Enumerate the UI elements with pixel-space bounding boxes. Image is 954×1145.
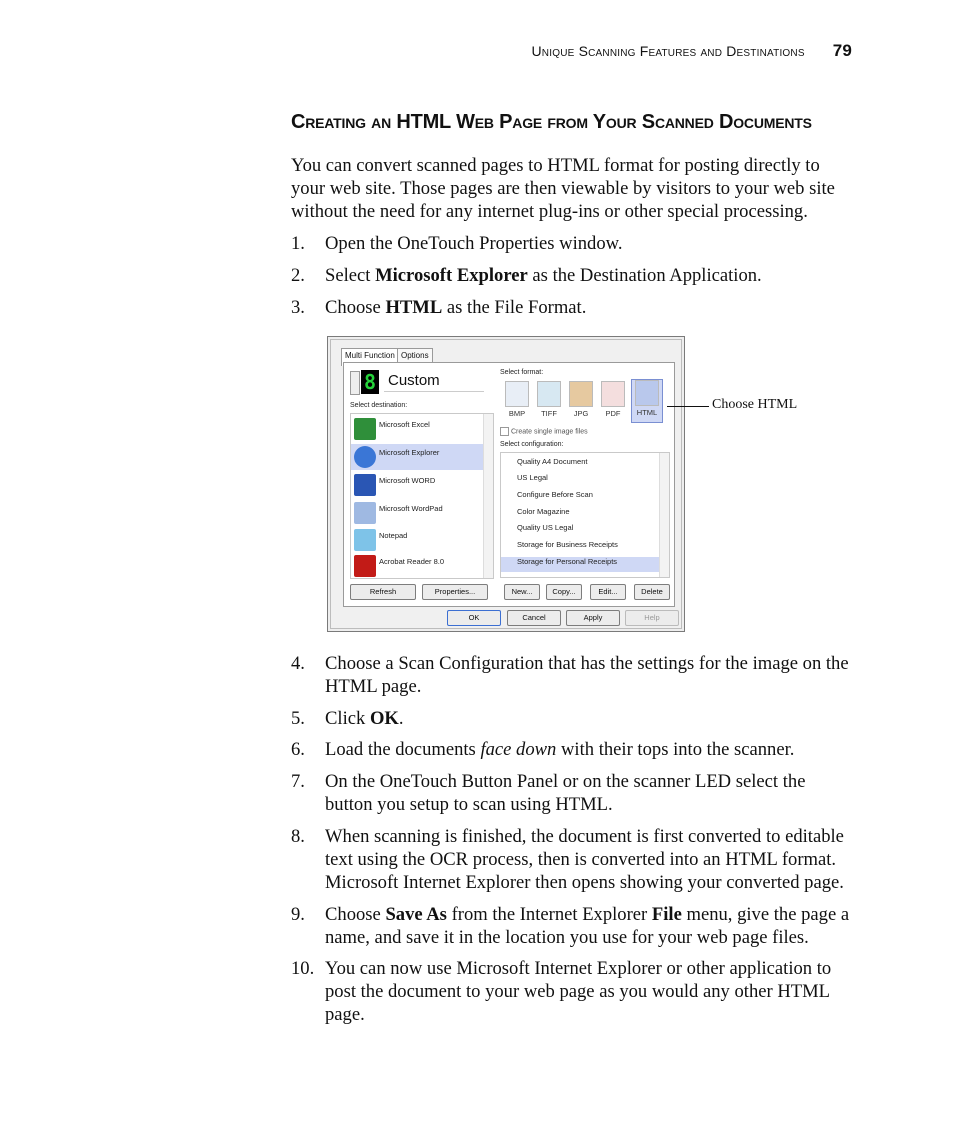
- step-2: [291, 264, 856, 287]
- pdf-icon: [601, 381, 625, 407]
- step-text: You can now use Microsoft Internet Explorer or other application to post the document to your web page as you would any other HTML page.: [325, 958, 832, 1025]
- running-header: [532, 41, 853, 61]
- help-button[interactable]: Help: [625, 610, 679, 626]
- properties-panel: [343, 362, 675, 607]
- step-text: Choose a Scan Configuration that has the settings for the image on the HTML page.: [325, 653, 849, 697]
- apply-button[interactable]: Apply: [566, 610, 620, 626]
- format-html[interactable]: HTML: [631, 379, 663, 423]
- format-bmp[interactable]: BMP: [502, 381, 532, 421]
- configuration-scrollbar[interactable]: [659, 453, 669, 577]
- destination-acrobat[interactable]: Acrobat Reader 8.0: [351, 554, 493, 578]
- config-quality-a4[interactable]: Quality A4 Document: [517, 457, 588, 466]
- step-8: [291, 825, 856, 894]
- step-6: [291, 738, 856, 761]
- select-destination-label: Select destination:: [350, 402, 408, 409]
- step-5: [291, 707, 856, 730]
- jpg-icon: [569, 381, 593, 407]
- step-text: When scanning is finished, the document is first converted to editable text using the OCR process, then is converted into an HTML format. Microsoft Internet Explorer then opens showing your converted page.: [325, 826, 844, 893]
- step-number: 4.: [291, 653, 305, 674]
- step-text: Click OK.: [325, 708, 404, 729]
- wordpad-icon: [354, 502, 376, 524]
- config-personal-receipts[interactable]: Storage for Personal Receipts: [501, 557, 669, 572]
- step-number: 3.: [291, 297, 305, 318]
- step-9: [291, 903, 856, 949]
- led-display: 8: [361, 370, 379, 394]
- step-3: [291, 296, 856, 319]
- callout-line: [667, 406, 709, 407]
- tab-options[interactable]: Options: [397, 348, 433, 365]
- select-format-label: Select format:: [500, 369, 544, 376]
- create-single-checkbox[interactable]: Create single image files: [500, 427, 588, 436]
- step-number: 2.: [291, 265, 305, 286]
- config-us-legal[interactable]: US Legal: [517, 473, 548, 482]
- config-quality-us-legal[interactable]: Quality US Legal: [517, 523, 574, 532]
- configuration-list: [500, 452, 670, 578]
- step-text: Choose Save As from the Internet Explorer File menu, give the page a name, and save it in the location you use for your web page files.: [325, 904, 850, 948]
- destination-notepad[interactable]: Notepad: [351, 527, 493, 553]
- destination-excel[interactable]: Microsoft Excel: [351, 416, 493, 442]
- delete-button[interactable]: Delete: [634, 584, 670, 600]
- step-number: 6.: [291, 739, 305, 760]
- step-number: 8.: [291, 826, 305, 847]
- section-title: Creating an HTML Web Page from Your Scanned Documents: [291, 111, 812, 133]
- tab-multi-function[interactable]: Multi Function: [341, 348, 399, 366]
- excel-icon: [354, 418, 376, 440]
- step-number: 7.: [291, 771, 305, 792]
- destination-word[interactable]: Microsoft WORD: [351, 472, 493, 498]
- step-number: 9.: [291, 904, 305, 925]
- step-number: 10.: [291, 958, 315, 979]
- intro-paragraph: You can convert scanned pages to HTML format for posting directly to your web site. Those pages are then viewable by visitors to your web site without the need for any internet plug-ins or other special processing.: [291, 155, 835, 222]
- step-text: Select Microsoft Explorer as the Destination Application.: [325, 265, 762, 286]
- step-text: Choose HTML as the File Format.: [325, 297, 587, 318]
- properties-button[interactable]: Properties...: [422, 584, 488, 600]
- led-spinner[interactable]: [350, 371, 360, 395]
- copy-button[interactable]: Copy...: [546, 584, 582, 600]
- select-configuration-label: Select configuration:: [500, 441, 564, 448]
- format-tiff[interactable]: TIFF: [534, 381, 564, 421]
- word-icon: [354, 474, 376, 496]
- step-4: [291, 652, 856, 698]
- config-business-receipts[interactable]: Storage for Business Receipts: [517, 540, 618, 549]
- destination-list: [350, 413, 494, 579]
- step-1: [291, 232, 856, 255]
- tiff-icon: [537, 381, 561, 407]
- step-number: 5.: [291, 708, 305, 729]
- callout-choose-html: Choose HTML: [712, 397, 798, 412]
- new-button[interactable]: New...: [504, 584, 540, 600]
- notepad-icon: [354, 529, 376, 551]
- step-text: Open the OneTouch Properties window.: [325, 233, 623, 254]
- edit-button[interactable]: Edit...: [590, 584, 626, 600]
- config-configure-before-scan[interactable]: Configure Before Scan: [517, 490, 593, 499]
- acrobat-icon: [354, 555, 376, 577]
- step-number: 1.: [291, 233, 305, 254]
- internet-explorer-icon: [354, 446, 376, 468]
- ok-button[interactable]: OK: [447, 610, 501, 626]
- format-jpg[interactable]: JPG: [566, 381, 596, 421]
- onetouch-properties-screenshot: [327, 336, 685, 632]
- html-icon: [635, 380, 659, 406]
- step-text: On the OneTouch Button Panel or on the scanner LED select the button you setup to scan using HTML.: [325, 771, 806, 815]
- config-name: Custom: [384, 371, 484, 392]
- destination-scrollbar[interactable]: [483, 414, 493, 578]
- step-7: [291, 770, 856, 816]
- step-text: Load the documents face down with their tops into the scanner.: [325, 739, 795, 760]
- config-color-magazine[interactable]: Color Magazine: [517, 507, 570, 516]
- cancel-button[interactable]: Cancel: [507, 610, 561, 626]
- format-pdf[interactable]: PDF: [598, 381, 628, 421]
- bmp-icon: [505, 381, 529, 407]
- refresh-button[interactable]: Refresh: [350, 584, 416, 600]
- destination-explorer[interactable]: Microsoft Explorer: [351, 444, 493, 470]
- header-section: Unique Scanning Features and Destinations: [531, 43, 805, 59]
- destination-wordpad[interactable]: Microsoft WordPad: [351, 500, 493, 526]
- page-number: 79: [832, 41, 852, 60]
- step-10: [291, 957, 856, 1026]
